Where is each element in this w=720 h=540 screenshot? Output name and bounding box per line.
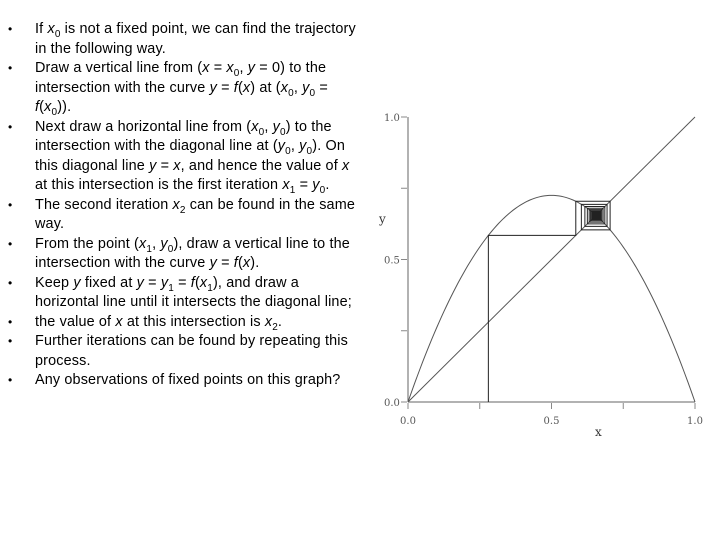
text-run: Keep <box>35 274 74 291</box>
text-run: ). <box>250 255 260 271</box>
math-variable: f <box>233 79 238 96</box>
math-variable: y <box>73 274 81 291</box>
text-run: = <box>216 255 234 271</box>
text-run: . <box>325 177 330 193</box>
text-run: ), draw a vertical line to the intersection with the curve <box>35 235 350 271</box>
text-run: Draw a vertical line from ( <box>35 60 203 76</box>
y-tick-label: 1.0 <box>384 113 400 124</box>
text-run: can be found in the same way. <box>35 196 355 232</box>
bullet-marker: • <box>8 334 13 348</box>
text-run: ( <box>39 99 45 115</box>
x-tick-label: 0.5 <box>543 416 560 427</box>
text-run: = <box>173 274 191 291</box>
text-run: = <box>209 60 227 76</box>
cobweb-path <box>488 201 610 402</box>
text-run: ) to the intersection with the diagonal line at ( <box>35 118 332 154</box>
math-variable: x <box>342 157 350 174</box>
chart-plot <box>408 117 695 402</box>
x-tick-label: 1.0 <box>687 416 703 427</box>
math-variable: x <box>242 255 251 271</box>
math-variable: y <box>209 255 217 271</box>
bullet-marker: • <box>8 22 13 36</box>
math-variable: f <box>190 274 195 291</box>
text-run: , and hence the value of <box>180 157 343 174</box>
math-variable: x <box>173 157 181 174</box>
subscript: 0 <box>309 87 316 99</box>
bullet-item <box>0 313 360 333</box>
text-run: ), and draw a horizontal line until it intersects the diagonal line; <box>35 274 352 310</box>
x-axis-label: x <box>595 425 602 439</box>
bullet-list <box>0 20 360 391</box>
bullet-marker: • <box>8 119 13 134</box>
text-run: = 0) to the intersection with the curve <box>35 60 327 96</box>
math-variable: x <box>199 274 208 291</box>
math-variable: x <box>47 21 55 37</box>
math-variable: y <box>136 274 144 291</box>
math-variable: y <box>149 157 157 174</box>
text-run: ) at ( <box>250 79 281 96</box>
bullet-item <box>0 274 360 313</box>
text-run: = <box>143 274 161 291</box>
subscript: 2 <box>272 321 278 333</box>
chart-axes <box>384 113 703 427</box>
subscript: 0 <box>279 126 286 138</box>
bullet-item <box>0 20 360 59</box>
text-run: )). <box>57 99 72 115</box>
bullet-item <box>0 59 360 118</box>
math-variable: y <box>302 79 310 96</box>
math-variable: y <box>247 60 256 76</box>
math-variable: y <box>277 138 286 154</box>
y-tick-label: 0.5 <box>384 255 400 267</box>
bullet-marker: • <box>8 314 13 329</box>
math-variable: x <box>172 196 180 213</box>
x-tick-label: 0.0 <box>400 416 416 427</box>
text-run: = <box>216 79 234 96</box>
text-run: at this intersection is the first iteration <box>35 177 283 193</box>
subscript: 0 <box>167 243 174 255</box>
math-variable: x <box>115 313 123 330</box>
math-variable: x <box>264 313 273 330</box>
math-variable: x <box>242 79 251 96</box>
text-run: , <box>264 118 273 135</box>
cobweb-chart <box>366 100 716 440</box>
bullet-marker: • <box>8 373 13 387</box>
text-run: = <box>315 79 328 96</box>
subscript: 0 <box>54 28 61 40</box>
math-variable: x <box>138 235 147 252</box>
fixed-point-marker <box>592 212 599 219</box>
math-variable: x <box>282 177 290 193</box>
bullet-item <box>0 196 360 235</box>
text-run: From the point ( <box>35 235 139 252</box>
text-run: is not a fixed point, we can find the trajectory in the following way. <box>35 21 356 57</box>
math-variable: x <box>226 60 234 76</box>
bullet-marker: • <box>8 236 13 251</box>
text-run: ( <box>194 274 200 291</box>
math-variable: y <box>299 138 307 154</box>
y-tick-label: 0.0 <box>384 398 400 409</box>
text-run: fixed at <box>80 274 137 291</box>
subscript: 1 <box>146 243 153 255</box>
math-variable: x <box>280 79 289 96</box>
subscript: 0 <box>51 106 58 118</box>
text-run: , <box>152 235 161 252</box>
text-run: . <box>277 313 283 330</box>
subscript: 0 <box>285 145 291 157</box>
subscript: 2 <box>179 204 186 216</box>
text-run: Any observations of fixed points on this graph? <box>35 372 341 388</box>
math-variable: x <box>202 60 210 76</box>
text-run: If <box>35 21 48 37</box>
bullet-item <box>0 235 360 274</box>
math-variable: f <box>35 99 40 115</box>
subscript: 1 <box>207 282 213 294</box>
bullet-item <box>0 118 360 196</box>
math-variable: y <box>160 274 169 291</box>
text-run: , <box>293 79 303 96</box>
subscript: 0 <box>288 87 294 99</box>
subscript: 1 <box>289 184 296 196</box>
math-variable: f <box>233 255 238 271</box>
math-variable: x <box>251 118 259 135</box>
text-run: , <box>290 138 300 154</box>
math-variable: y <box>312 177 320 193</box>
math-variable: y <box>209 79 217 96</box>
diagonal-line <box>408 117 695 402</box>
text-run: The second iteration <box>35 196 173 213</box>
text-run: the value of <box>35 313 116 330</box>
subscript: 0 <box>319 184 326 196</box>
bullet-marker: • <box>8 197 13 212</box>
bullet-marker: • <box>8 61 13 75</box>
text-run: ( <box>237 79 243 96</box>
subscript: 0 <box>306 145 313 157</box>
curve-line <box>408 195 695 402</box>
text-run: , <box>239 60 248 76</box>
bullet-item <box>0 371 360 391</box>
math-variable: x <box>44 99 52 115</box>
text-run: = <box>295 177 313 193</box>
text-run: Next draw a horizontal line from ( <box>35 118 252 135</box>
text-run: ). On this diagonal line <box>35 138 345 174</box>
subscript: 0 <box>258 126 265 138</box>
text-run: ( <box>237 255 243 271</box>
text-run: = <box>156 157 174 174</box>
math-variable: y <box>160 235 168 252</box>
math-variable: y <box>272 118 280 135</box>
bullet-marker: • <box>8 275 13 290</box>
y-axis-label: y <box>379 212 386 226</box>
subscript: 1 <box>168 282 174 294</box>
text-run: at this intersection is <box>122 313 265 330</box>
bullet-item <box>0 332 360 371</box>
text-run: Further iterations can be found by repeating this process. <box>35 333 348 369</box>
subscript: 0 <box>233 67 240 79</box>
